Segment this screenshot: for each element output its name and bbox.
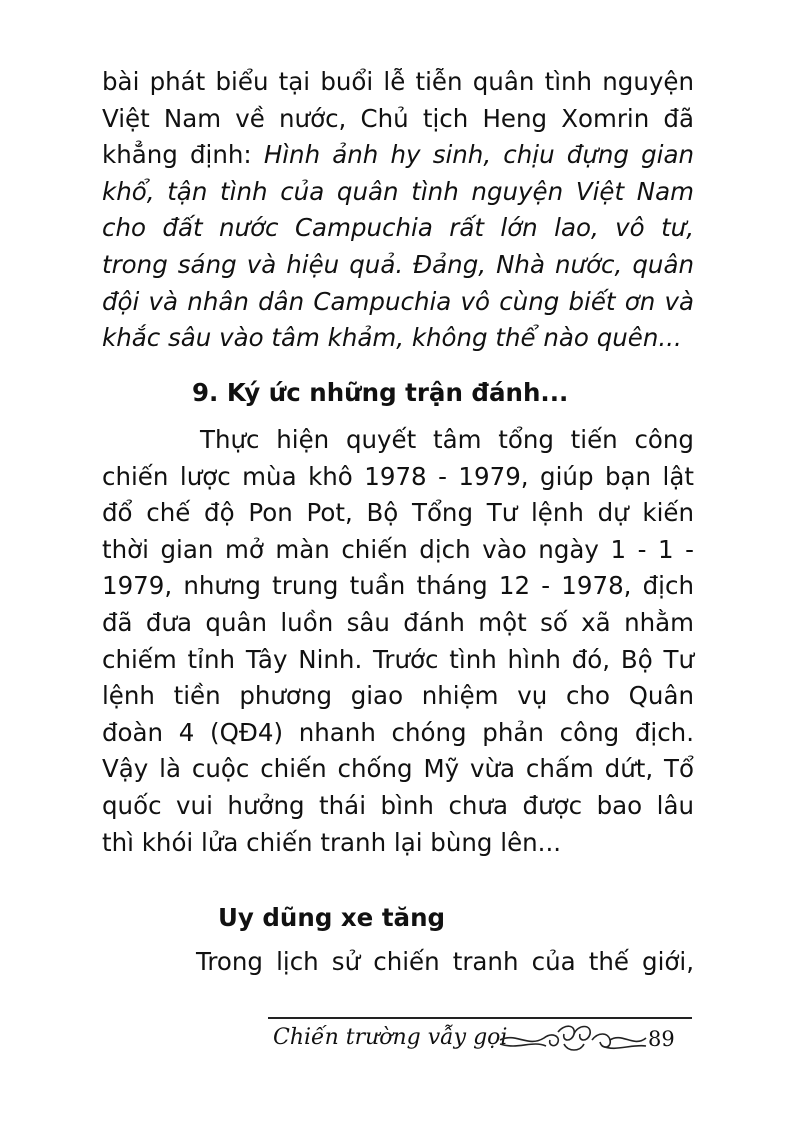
- text-line: quốc vui hưởng thái bình chưa được bao lâu: [102, 790, 694, 820]
- section-heading: 9. Ký ức những trận đánh...: [192, 378, 569, 407]
- quote-segment: Hình ảnh hy sinh, chịu đựng gian: [263, 140, 694, 170]
- text-line: đổ chế độ Pon Pot, Bộ Tổng Tư lệnh dự kiến: [102, 498, 694, 528]
- text-line: chiếm tỉnh Tây Ninh. Trước tình hình đó, Bộ Tư: [102, 644, 694, 674]
- text-line: Việt Nam về nước, Chủ tịch Heng Xomrin đã: [102, 103, 694, 133]
- text-segment: khẳng định:: [102, 140, 264, 170]
- text-line: thì khói lửa chiến tranh lại bùng lên...: [102, 827, 562, 857]
- footer-rule: [268, 1017, 692, 1019]
- quote-line: khắc sâu vào tâm khảm, không thể nào quên...: [102, 323, 682, 353]
- text-line: Trong lịch sử chiến tranh của thế giới,: [196, 947, 694, 976]
- text-line: Thực hiện quyết tâm tổng tiến công: [200, 425, 694, 454]
- paragraph-quote: [102, 64, 694, 357]
- text-line: đã đưa quân luồn sâu đánh một số xã nhằm: [102, 607, 694, 637]
- quote-line: trong sáng và hiệu quả. Đảng, Nhà nước, quân: [102, 249, 694, 279]
- paragraph-narrative: [102, 422, 694, 861]
- running-footer-title: Chiến trường vẫy gọi: [273, 1025, 508, 1050]
- text-line: 1979, nhưng trung tuần tháng 12 - 1978, địch: [102, 571, 694, 601]
- text-line: Vậy là cuộc chiến chống Mỹ vừa chấm dứt, Tổ: [102, 754, 694, 784]
- paragraph-start: [102, 944, 694, 981]
- text-line: lệnh tiền phương giao nhiệm vụ cho Quân: [102, 681, 694, 711]
- quote-line: khổ, tận tình của quân tình nguyện Việt Nam: [102, 176, 694, 206]
- text-line: [102, 137, 694, 174]
- text-line: thời gian mở màn chiến dịch vào ngày 1 - 1 -: [102, 534, 694, 564]
- text-line: chiến lược mùa khô 1978 - 1979, giúp bạn lật: [102, 461, 694, 491]
- quote-line: đội và nhân dân Campuchia vô cùng biết ơn và: [102, 286, 694, 316]
- text-line: đoàn 4 (QĐ4) nhanh chóng phản công địch.: [102, 717, 694, 747]
- page-number: 89: [648, 1027, 675, 1051]
- scroll-flourish-icon: [498, 1022, 648, 1056]
- subheading: Uy dũng xe tăng: [218, 903, 446, 932]
- text-line: bài phát biểu tại buổi lễ tiễn quân tình nguyện: [102, 67, 694, 96]
- quote-line: cho đất nước Campuchia rất lớn lao, vô tư,: [102, 213, 694, 243]
